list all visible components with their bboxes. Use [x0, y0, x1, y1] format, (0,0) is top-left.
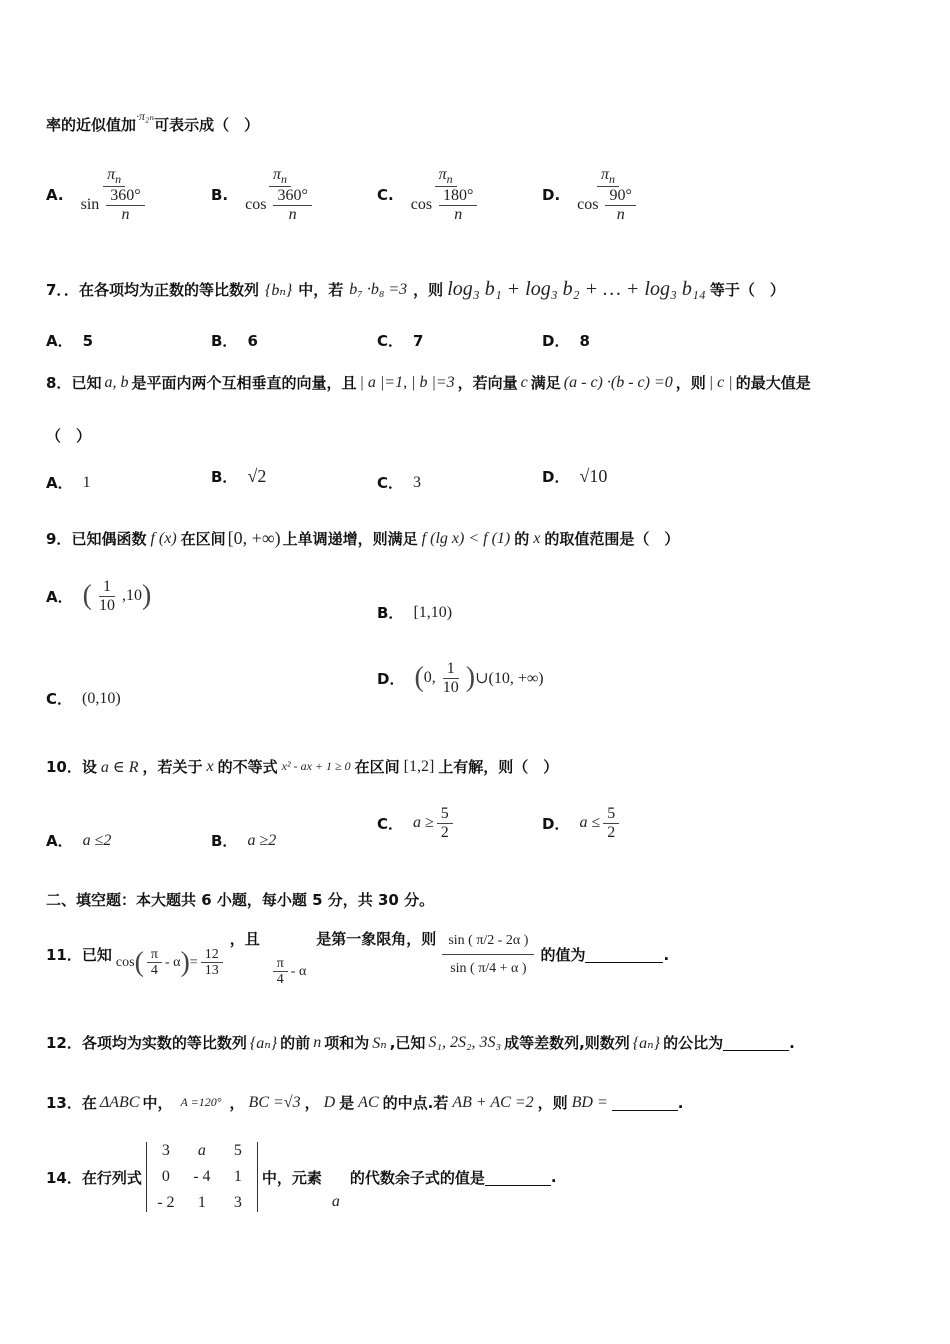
question-text: 是第一象限角，则	[316, 930, 437, 948]
option-value: √10	[579, 466, 608, 486]
q10-option-c[interactable]	[377, 805, 456, 841]
question-text: ,已知	[389, 1034, 426, 1052]
question-10	[46, 756, 558, 777]
question-7	[46, 278, 785, 301]
question-13: 13． 在 ΔABC 中， A =120° ， BC =√3 ， D 是 AC 的中点.若 AB + AC =2 ，则 BD = .	[46, 1093, 684, 1112]
option-label: D.	[542, 185, 561, 204]
option-fraction: $\pi_n$ cos $\frac{90^\circ}{n}$	[573, 166, 643, 224]
q6-option-c[interactable]	[377, 166, 487, 224]
question-text: 的不等式	[217, 758, 278, 776]
math-magnitudes: | a |=1, | b |=3	[359, 373, 455, 391]
option-label: A．	[46, 474, 73, 492]
question-text: ，若关于	[142, 758, 203, 776]
option-value: a ≤2	[82, 831, 112, 849]
answer-blank[interactable]	[585, 946, 663, 963]
question-text: ，	[304, 1094, 320, 1112]
q10-option-d[interactable]	[542, 805, 622, 841]
determinant-matrix: 3 a 5 0 - 4 1 - 2 1 3	[146, 1142, 258, 1212]
question-text: ，且	[229, 930, 260, 948]
math-sum: AB + AC =2	[452, 1093, 534, 1111]
math-inequality: x² - ax + 1 ≥ 0	[281, 759, 351, 773]
question-text: 的取值范围是（ ）	[544, 530, 680, 548]
option-label: C．	[46, 690, 73, 708]
question-8-continued	[46, 425, 91, 446]
math-interval: [0, +∞)	[227, 528, 281, 548]
math-vector-c: c	[520, 373, 528, 391]
question-text: 设	[81, 758, 97, 776]
option-label: C．	[377, 814, 404, 833]
q9-option-c[interactable]	[46, 688, 121, 709]
question-text: 上单调递增，则满足	[282, 530, 418, 548]
q7-option-b[interactable]	[211, 330, 258, 351]
question-text: 是平面内两个互相垂直的向量，且	[131, 374, 357, 392]
option-value: (0,10)	[82, 689, 121, 707]
question-text: 是	[339, 1094, 355, 1112]
option-label: B．	[211, 332, 238, 350]
question-11: 11． 已知 cos ( $\frac{\pi}{4}$ - α ) = $\frac{12}{13}$ ，且 $\frac{\pi}{4}$ - α 是第一象限角，则 $\frac{\sin ( \pi/2 - 2\alpha )}{\sin ( \pi/4 + \alpha )}$ 的值为 .	[46, 922, 669, 988]
option-label: A．	[46, 587, 73, 606]
section-heading	[46, 889, 434, 910]
math-variable: n	[313, 1033, 322, 1051]
math-sequence: {aₙ}	[632, 1034, 661, 1052]
math-vectors: a, b	[104, 373, 129, 391]
math-magnitude-c: | c |	[708, 373, 733, 391]
question-text: 的公比为	[663, 1034, 724, 1052]
question-number: 11．	[46, 946, 82, 965]
question-text: 的前	[280, 1034, 311, 1052]
option-label: C.	[377, 185, 394, 204]
option-label: A．	[46, 832, 73, 850]
math-triangle: ΔABC	[99, 1093, 140, 1111]
question-text: 的值为	[540, 946, 586, 965]
question-text: ，	[229, 1094, 245, 1112]
question-number: 8．	[46, 374, 72, 392]
math-inequality: f (lg x) < f (1)	[421, 529, 511, 547]
q10-option-b[interactable]	[211, 830, 276, 851]
question-text: ，则	[537, 1094, 568, 1112]
option-label: A．	[46, 332, 73, 350]
question-text: 已知偶函数	[71, 530, 147, 548]
q8-option-a[interactable]	[46, 472, 91, 493]
question-text: 已知	[71, 374, 102, 392]
question-text: 各项均为实数的等比数列	[81, 1034, 247, 1052]
math-terms: S₁, 2S₂, 3S₃	[428, 1033, 502, 1051]
math-function: f (x)	[150, 529, 177, 547]
math-angle: $\frac{\pi}{4}$ - α	[270, 956, 307, 988]
option-label: D．	[542, 332, 570, 350]
question-text: 项和为	[324, 1034, 370, 1052]
math-log-sum: log₃ b₁ + log₃ b₂ + … + log₃ b₁₄	[447, 278, 706, 300]
option-value: [1,10)	[413, 603, 453, 621]
intro-line	[46, 109, 260, 135]
option-label: C．	[377, 332, 404, 350]
option-fraction: $\frac{5}{2}$	[603, 805, 619, 841]
option-value: 7	[413, 331, 424, 350]
option-label: B．	[211, 468, 238, 486]
answer-blank[interactable]	[612, 1094, 678, 1111]
question-8	[46, 372, 811, 393]
question-text: ，若向量	[457, 374, 518, 392]
math-cos-expression: cos ( $\frac{\pi}{4}$ - α ) = $\frac{12}{13}$	[116, 947, 226, 979]
option-label: C．	[377, 474, 404, 492]
math-sequence: {bₙ}	[264, 281, 293, 299]
math-interval: [1,2]	[403, 757, 435, 775]
option-value: 3	[413, 473, 422, 491]
question-text: 已知	[81, 946, 112, 965]
question-14: 14． 在行列式 3 a 5 0 - 4 1 - 2 1 3 中，元素 a 的代数余子式的值是 .	[46, 1142, 557, 1211]
math-ratio: $\frac{\sin ( \pi/2 - 2\alpha )}{\sin ( \pi/4 + \alpha )}$	[442, 927, 534, 983]
question-text: 的中点.若	[382, 1094, 449, 1112]
option-fraction: $\frac{5}{2}$	[437, 805, 453, 841]
math-variable: x	[206, 757, 214, 775]
question-text: 的最大值是	[735, 374, 811, 392]
q6-option-a[interactable]	[46, 166, 155, 224]
question-text: 成等差数列,则数列	[504, 1034, 630, 1052]
math-set: a ∈ R	[100, 758, 139, 776]
option-label: D．	[542, 814, 570, 833]
option-value: 1	[82, 473, 91, 491]
option-value: ( 0, $\frac{1}{10}$ ) ∪(10, +∞)	[414, 660, 544, 696]
question-text: 在区间	[354, 758, 400, 776]
q8-option-b[interactable]	[211, 466, 266, 487]
q8-option-c[interactable]	[377, 472, 421, 493]
question-text: 中，若	[298, 281, 344, 299]
question-number: 9．	[46, 530, 72, 548]
question-text: （ ）	[46, 427, 92, 445]
math-dot-product: (a - c) ·(b - c) =0	[563, 373, 673, 391]
option-value: 6	[247, 331, 258, 350]
option-value: ( $\frac{1}{10}$ ,10 )	[82, 578, 152, 614]
question-text: 在区间	[180, 530, 226, 548]
question-text: 在行列式	[81, 1168, 142, 1187]
math-angle: A =120°	[180, 1095, 222, 1109]
question-text: 中，	[142, 1094, 173, 1112]
q9-option-b[interactable]	[377, 602, 452, 623]
q8-option-d[interactable]	[542, 466, 607, 487]
option-value: a ≥	[413, 814, 434, 832]
question-text: 在各项均为正数的等比数列	[78, 281, 259, 299]
q7-option-a[interactable]	[46, 330, 93, 351]
question-number: 12．	[46, 1034, 82, 1052]
q10-option-a[interactable]	[46, 830, 111, 851]
math-element: a	[331, 1193, 340, 1210]
option-value: a ≤	[579, 814, 601, 832]
option-label: A.	[46, 185, 64, 204]
math-point: D	[323, 1093, 336, 1111]
math-segment: AC	[358, 1093, 379, 1111]
q9-option-d[interactable]	[377, 660, 544, 696]
question-text: 中，元素	[261, 1168, 322, 1187]
option-label: B.	[211, 185, 229, 204]
math-side: BC =√3	[248, 1093, 301, 1111]
question-number: 7．．	[46, 281, 79, 299]
intro-text-after: 可表示成（ ）	[154, 116, 260, 134]
intro-math: ·π₂ₙ	[136, 109, 155, 123]
option-fraction: $\pi_n$ cos $\frac{180^\circ}{n}$	[407, 166, 485, 224]
math-sequence: {aₙ}	[249, 1034, 278, 1052]
option-label: D．	[377, 669, 405, 688]
option-label: D．	[542, 468, 570, 486]
option-value: √2	[247, 466, 267, 486]
math-variable: x	[533, 529, 541, 547]
q7-option-c[interactable]	[377, 330, 423, 351]
question-text: 的代数余子式的值是	[349, 1168, 485, 1187]
question-text: ，则	[413, 281, 444, 299]
question-number: 14．	[46, 1168, 82, 1187]
question-text: 上有解，则（ ）	[438, 758, 559, 776]
math-sum: Sₙ	[372, 1034, 387, 1052]
question-number: 13．	[46, 1094, 82, 1112]
math-target: BD =	[571, 1093, 608, 1111]
question-number: 10．	[46, 758, 82, 776]
q6-option-d[interactable]	[542, 166, 646, 224]
option-fraction: $\pi_n$ sin $\frac{360^\circ}{n}$	[77, 166, 152, 224]
q6-option-b[interactable]	[211, 166, 322, 224]
section-title: 二、填空题：本大题共 6 小题，每小题 5 分，共 30 分。	[46, 891, 435, 909]
question-text: 满足	[530, 374, 561, 392]
option-value: 5	[82, 331, 94, 350]
question-9	[46, 528, 679, 549]
question-12: 12． 各项均为实数的等比数列 {aₙ} 的前 n 项和为 Sₙ ,已知 S₁, 2S₂, 3S₃ 成等差数列,则数列 {aₙ} 的公比为 .	[46, 1033, 795, 1052]
q9-option-a[interactable]	[46, 578, 151, 614]
question-text: ，则	[675, 374, 706, 392]
question-text: 的	[514, 530, 530, 548]
math-condition: b₇ ·b₈ =3	[349, 280, 408, 298]
option-value: 8	[579, 331, 590, 350]
question-text: 在	[81, 1094, 97, 1112]
option-fraction: $\pi_n$ cos $\frac{360^\circ}{n}$	[241, 166, 319, 224]
answer-blank[interactable]	[485, 1169, 551, 1186]
intro-text: 率的近似值加	[46, 116, 137, 134]
option-label: B．	[211, 832, 238, 850]
option-label: B．	[377, 604, 404, 622]
answer-blank[interactable]	[723, 1034, 789, 1051]
option-value: a ≥2	[247, 831, 277, 849]
q7-option-d[interactable]	[542, 330, 590, 351]
question-text: 等于（ ）	[709, 281, 785, 299]
